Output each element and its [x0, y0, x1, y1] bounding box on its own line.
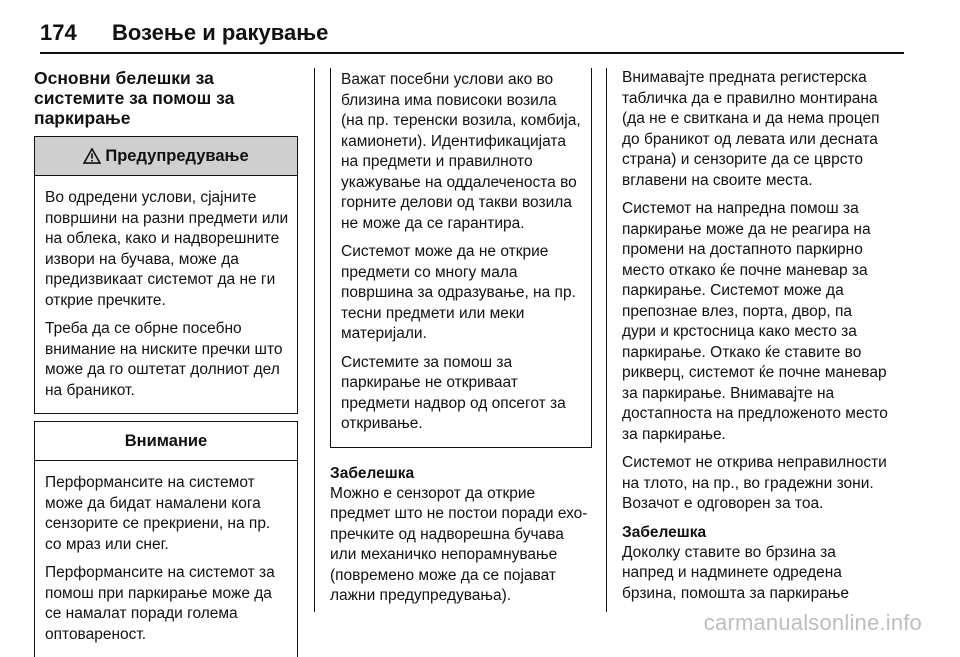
column-1 [34, 68, 298, 657]
caution-continued-body [331, 68, 591, 447]
caution-box-continued [330, 68, 592, 448]
caution-paragraph: Системите за помош за паркирање не откриваат предмети надвор од опсегот за откривање. [341, 353, 566, 432]
warning-paragraph: Во одредени услови, сјајните површини на разни предмети или на облека, како и надворешните извори на бучава, може да предизвикаат системот да не ги открие пречките. [45, 189, 289, 309]
caution-box-header [35, 422, 297, 461]
column-divider-left [314, 68, 315, 612]
column-2 [330, 68, 592, 615]
note-block [622, 523, 890, 605]
column-divider-right [606, 68, 607, 612]
body-paragraph: Системот на напредна помош за паркирање може да не реагира на промени на достапното паркирно место откако ќе почне маневар за паркирање. Системот може да препознае влез, порта, двор, па дури и крстосница како место за паркирање. Откако ќе ставите во рикверц, системот ќе почне маневар за паркирање. Внимавајте на достапноста на предложеното место за паркирање. [622, 200, 888, 443]
header-divider [40, 52, 904, 54]
caution-title: Внимание [124, 431, 208, 450]
note-text: Доколку ставите во брзина за напред и надминете одредена брзина, помошта за паркирање [622, 543, 850, 602]
warning-box-body [35, 176, 297, 413]
note-block [330, 464, 592, 607]
caution-paragraph: Системот може да не открие предмети со многу мала површина за одразување, на пр. тесни предмети или меки материјали. [341, 243, 576, 342]
column-3 [622, 68, 890, 612]
body-paragraph: Внимавајте предната регистерска табличка да е правилно монтирана (да не е свиткана и да нема процеп до браникот од левата или десната страна) и сензорите да се цврсто вглавени на своите места. [622, 69, 880, 189]
watermark-text: carmanualsonline.info [703, 610, 922, 635]
note-title: Забелешка [622, 523, 707, 541]
warning-title: Предупредување [105, 146, 249, 165]
warning-paragraph: Треба да се обрне посебно внимание на ниските пречки што може да го оштетат долниот дел на браникот. [45, 320, 283, 399]
chapter-title: Возење и ракување [112, 20, 329, 45]
note-text: Можно е сензорот да открие предмет што не постои поради ехо-пречките од надворешна бучава или механичко непорамнување (повремено може да се појават лажни предупредувања). [330, 484, 588, 604]
caution-box [34, 421, 298, 657]
page-header [40, 20, 904, 54]
caution-paragraph: Важат посебни услови ако во близина има повисоки возила (на пр. теренски возила, комбија, камионети). Идентификацијата на предмети и правилното укажување на оддалеченоста во горните делови од такви возила не може да се гарантира. [341, 71, 581, 232]
note-title: Забелешка [330, 464, 415, 482]
caution-box-body [35, 461, 297, 657]
warning-triangle-icon [83, 148, 101, 164]
section-title: Основни белешки за системите за помош за паркирање [34, 68, 235, 128]
caution-paragraph: Перформансите на системот може да бидат намалени кога сензорите се прекриени, на пр. со мраз или снег. [45, 474, 271, 553]
body-paragraph: Системот не открива неправилности на тлото, на пр., во градежни зони. Возачот е одговорен за тоа. [622, 454, 887, 512]
warning-box-header [35, 137, 297, 176]
page-number: 174 [40, 20, 77, 45]
caution-paragraph: Перформансите на системот за помош при паркирање може да се намалат поради голема оптовареност. [45, 564, 275, 643]
warning-box [34, 136, 298, 414]
